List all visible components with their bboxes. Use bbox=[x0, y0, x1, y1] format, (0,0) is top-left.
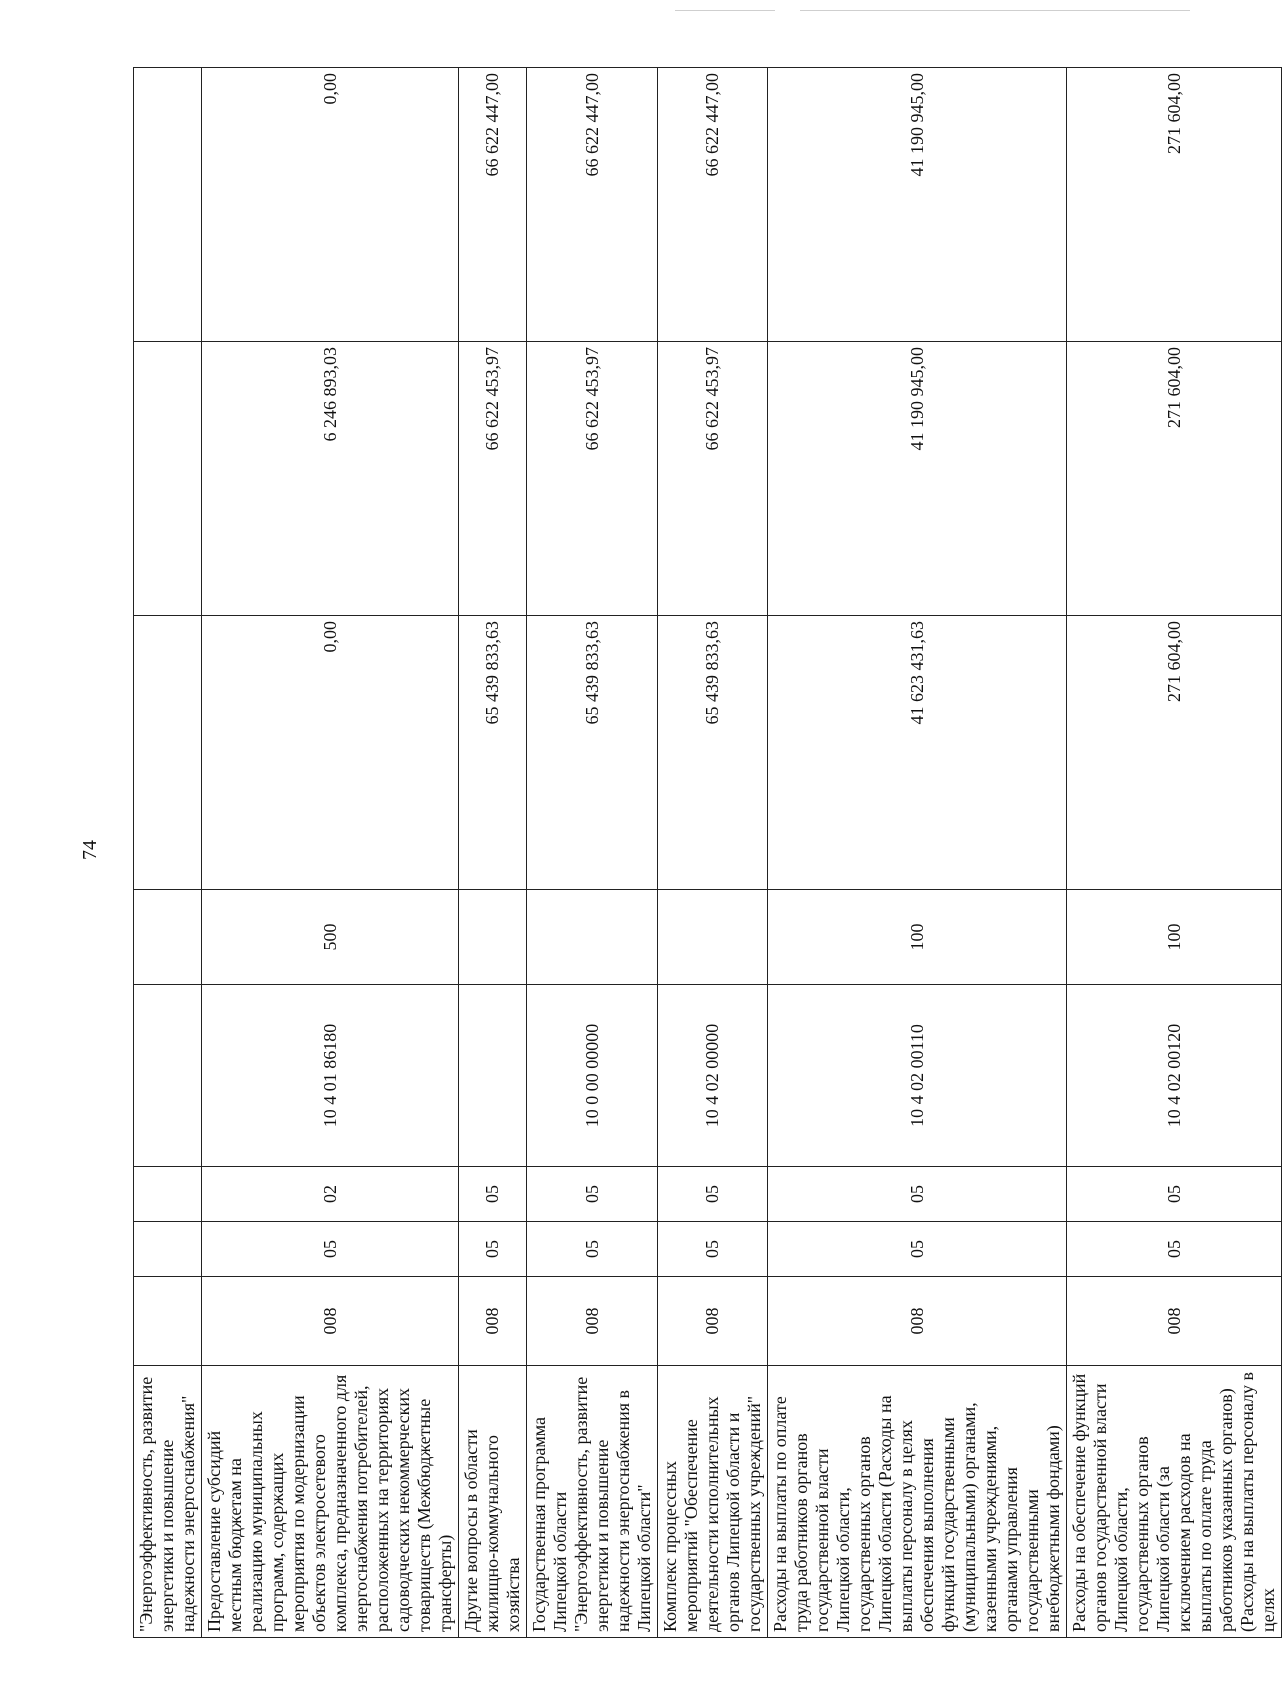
amount-year-1-cell bbox=[134, 616, 202, 890]
amount-year-3-cell: 271 604,00 bbox=[1067, 68, 1282, 342]
row-name-cell: Расходы на выплаты по оплате труда работников органов государственной власти Липецкой области, государственных органов Липецкой области (Расходы на выплаты персоналу в целях обеспечения выполнения функций государственными (муниципальными) органами, казенными учреждениями, органами управления государственными внебюджетными фондами) bbox=[768, 1366, 1067, 1638]
section-code-cell: 05 bbox=[459, 1222, 527, 1277]
amount-year-3-cell bbox=[134, 68, 202, 342]
target-article-cell: 10 4 01 86180 bbox=[202, 985, 459, 1167]
target-article-cell: 10 4 02 00000 bbox=[658, 985, 768, 1167]
subsection-code-cell: 05 bbox=[1067, 1167, 1282, 1222]
row-name-cell: Предоставление субсидий местным бюджетам на реализацию муниципальных программ, содержащих мероприятия по модернизации объектов электросетевого комплекса, предназначенного для энергоснабжения потребителей, расположенных на территориях садоводческих некоммерческих товариществ (Межбюджетные трансферты) bbox=[202, 1366, 459, 1638]
expense-type-cell bbox=[527, 890, 658, 985]
amount-year-2-cell: 66 622 453,97 bbox=[459, 342, 527, 616]
section-code-cell: 05 bbox=[527, 1222, 658, 1277]
subsection-code-cell bbox=[134, 1167, 202, 1222]
table-row bbox=[134, 68, 202, 1638]
target-article-cell: 10 4 02 00110 bbox=[768, 985, 1067, 1167]
amount-year-3-cell: 41 190 945,00 bbox=[768, 68, 1067, 342]
subsection-code-cell: 05 bbox=[459, 1167, 527, 1222]
table-row bbox=[459, 68, 527, 1638]
rotated-table-container bbox=[133, 68, 1278, 1638]
scan-edge-line bbox=[800, 10, 1190, 11]
expense-type-cell bbox=[658, 890, 768, 985]
amount-year-1-cell: 65 439 833,63 bbox=[527, 616, 658, 890]
table-row bbox=[527, 68, 658, 1638]
expense-type-cell bbox=[134, 890, 202, 985]
amount-year-3-cell: 66 622 447,00 bbox=[658, 68, 768, 342]
row-name-cell: "Энергоэффективность, развитие энергетики и повышение надежности энергоснабжения" bbox=[134, 1366, 202, 1638]
admin-code-cell: 008 bbox=[1067, 1277, 1282, 1366]
amount-year-1-cell: 65 439 833,63 bbox=[459, 616, 527, 890]
expense-type-cell: 100 bbox=[768, 890, 1067, 985]
amount-year-3-cell: 66 622 447,00 bbox=[527, 68, 658, 342]
subsection-code-cell: 02 bbox=[202, 1167, 459, 1222]
row-name-cell: Расходы на обеспечение функций органов государственной власти Липецкой области, государственных органов Липецкой области (за исключением расходов на выплаты по оплате труда работников указанных органов) (Расходы на выплаты персоналу в целях bbox=[1067, 1366, 1282, 1638]
target-article-cell bbox=[134, 985, 202, 1167]
table-row bbox=[768, 68, 1067, 1638]
subsection-code-cell: 05 bbox=[527, 1167, 658, 1222]
admin-code-cell: 008 bbox=[768, 1277, 1067, 1366]
amount-year-1-cell: 271 604,00 bbox=[1067, 616, 1282, 890]
table-row bbox=[1067, 68, 1282, 1638]
scan-edge-line bbox=[675, 10, 775, 11]
expense-type-cell: 100 bbox=[1067, 890, 1282, 985]
admin-code-cell: 008 bbox=[202, 1277, 459, 1366]
section-code-cell: 05 bbox=[1067, 1222, 1282, 1277]
amount-year-2-cell: 66 622 453,97 bbox=[658, 342, 768, 616]
row-name-cell: Комплекс процессных мероприятий "Обеспечение деятельности исполнительных органов Липецкой области и государственных учреждений" bbox=[658, 1366, 768, 1638]
amount-year-3-cell: 0,00 bbox=[202, 68, 459, 342]
subsection-code-cell: 05 bbox=[768, 1167, 1067, 1222]
amount-year-3-cell: 66 622 447,00 bbox=[459, 68, 527, 342]
amount-year-2-cell: 6 246 893,03 bbox=[202, 342, 459, 616]
target-article-cell: 10 4 02 00120 bbox=[1067, 985, 1282, 1167]
budget-table bbox=[133, 67, 1282, 1638]
admin-code-cell: 008 bbox=[527, 1277, 658, 1366]
admin-code-cell bbox=[134, 1277, 202, 1366]
table-row bbox=[658, 68, 768, 1638]
row-name-cell: Другие вопросы в области жилищно-коммунального хозяйства bbox=[459, 1366, 527, 1638]
amount-year-2-cell: 271 604,00 bbox=[1067, 342, 1282, 616]
amount-year-2-cell bbox=[134, 342, 202, 616]
section-code-cell: 05 bbox=[202, 1222, 459, 1277]
amount-year-1-cell: 41 623 431,63 bbox=[768, 616, 1067, 890]
amount-year-2-cell: 66 622 453,97 bbox=[527, 342, 658, 616]
target-article-cell bbox=[459, 985, 527, 1167]
amount-year-1-cell: 0,00 bbox=[202, 616, 459, 890]
table-row bbox=[202, 68, 459, 1638]
expense-type-cell bbox=[459, 890, 527, 985]
expense-type-cell: 500 bbox=[202, 890, 459, 985]
subsection-code-cell: 05 bbox=[658, 1167, 768, 1222]
admin-code-cell: 008 bbox=[658, 1277, 768, 1366]
section-code-cell: 05 bbox=[768, 1222, 1067, 1277]
section-code-cell: 05 bbox=[658, 1222, 768, 1277]
amount-year-1-cell: 65 439 833,63 bbox=[658, 616, 768, 890]
section-code-cell bbox=[134, 1222, 202, 1277]
admin-code-cell: 008 bbox=[459, 1277, 527, 1366]
amount-year-2-cell: 41 190 945,00 bbox=[768, 342, 1067, 616]
row-name-cell: Государственная программа Липецкой области "Энергоэффективность, развитие энергетики и повышение надежности энергоснабжения в Липецкой области" bbox=[527, 1366, 658, 1638]
target-article-cell: 10 0 00 00000 bbox=[527, 985, 658, 1167]
page-number: 74 bbox=[79, 840, 101, 860]
